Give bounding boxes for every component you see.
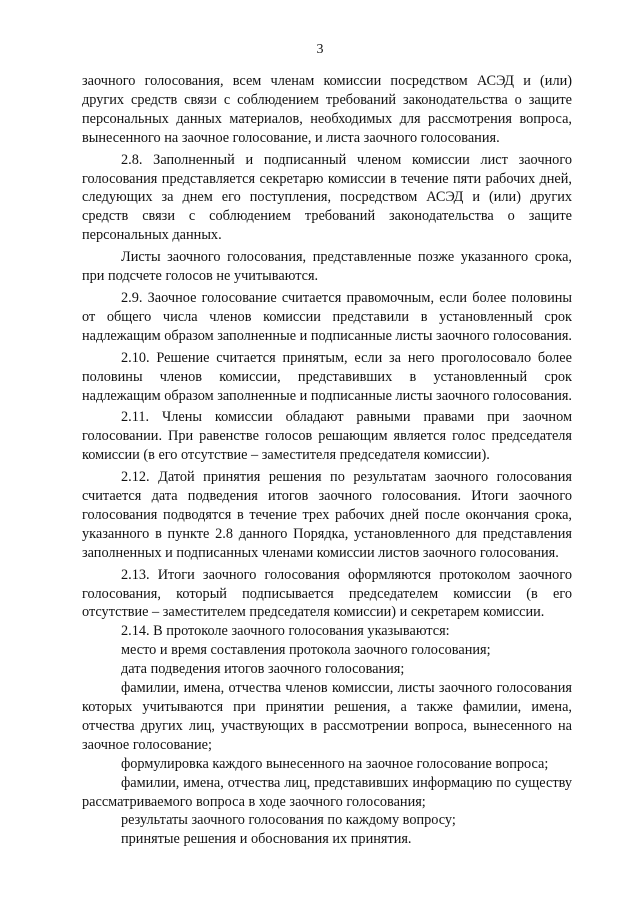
paragraph-late-sheets: Листы заочного голосования, представленные позже указанного срока, при подсчете голосов не учитываются. — [82, 249, 572, 285]
paragraph-2-14: 2.14. В протоколе заочного голосования указываются: — [121, 623, 450, 640]
list-item-informants: фамилии, имена, отчества лиц, представивших информацию по существу рассматриваемого вопроса в ходе заочного голосования; — [82, 774, 572, 810]
paragraph-2-12: 2.12. Датой принятия решения по результатам заочного голосования считается дата подведения итогов заочного голосования. Итоги заочного голосования подводятся в течение трех рабочих дней после окончания срока, указанного в пункте 2.8 данного Порядка, установленного для представления заполненных и подписанных членами комиссии листов заочного голосования. — [82, 469, 572, 561]
list-item-decisions: принятые решения и обоснования их принятия. — [121, 831, 412, 848]
list-item-member-names: фамилии, имена, отчества членов комиссии, листы заочного голосования которых учитываются при принятии решения, а также фамилии, имена, отчества других лиц, участвующих в рассмотрении вопроса, вынесенного на заочное голосование; — [82, 680, 572, 753]
paragraph-2-8: 2.8. Заполненный и подписанный членом комиссии лист заочного голосования представляется секретарю комиссии в течение пяти рабочих дней, следующих за днем его поступления, посредством АСЭД и (или) других средств связи с соблюдением требований законодательства о защите персональных данных. — [82, 151, 572, 244]
paragraph-2-11: 2.11. Члены комиссии обладают равными правами при заочном голосовании. При равенстве голосов решающим является голос председателя комиссии (в его отсутствие – заместителя председателя комиссии). — [82, 409, 572, 464]
paragraph-2-13: 2.13. Итоги заочного голосования оформляются протоколом заочного голосования, который подписывается председателем комиссии (в его отсутствие – заместителем председателя комиссии) и секретарем комиссии. — [82, 566, 572, 621]
list-item-question-wording: формулировка каждого вынесенного на заочное голосование вопроса; — [121, 755, 549, 772]
paragraph-2-9: 2.9. Заочное голосование считается правомочным, если более половины от общего числа членов комиссии представили в установленный срок надлежащим образом заполненные и подписанные листы заочного голосования. — [82, 289, 573, 344]
list-item-place-time: место и время составления протокола заочного голосования; — [121, 642, 491, 659]
document-body — [82, 72, 572, 849]
list-item-results: результаты заочного голосования по каждому вопросу; — [121, 812, 456, 829]
list-item-summary-date: дата подведения итогов заочного голосования; — [121, 661, 405, 678]
page-number: 3 — [316, 42, 324, 57]
paragraph-continuation: заочного голосования, всем членам комиссии посредством АСЭД и (или) других средств связи с соблюдением требований законодательства о защите персональных данных материалов, необходимых для рассмотрения вопроса, вынесенного на заочное голосование, и листа заочного голосования. — [82, 73, 572, 146]
paragraph-2-10: 2.10. Решение считается принятым, если за него проголосовало более половины членов комиссии, представивших в установленный срок надлежащим образом заполненные и подписанные листы заочного голосования. — [82, 349, 573, 404]
